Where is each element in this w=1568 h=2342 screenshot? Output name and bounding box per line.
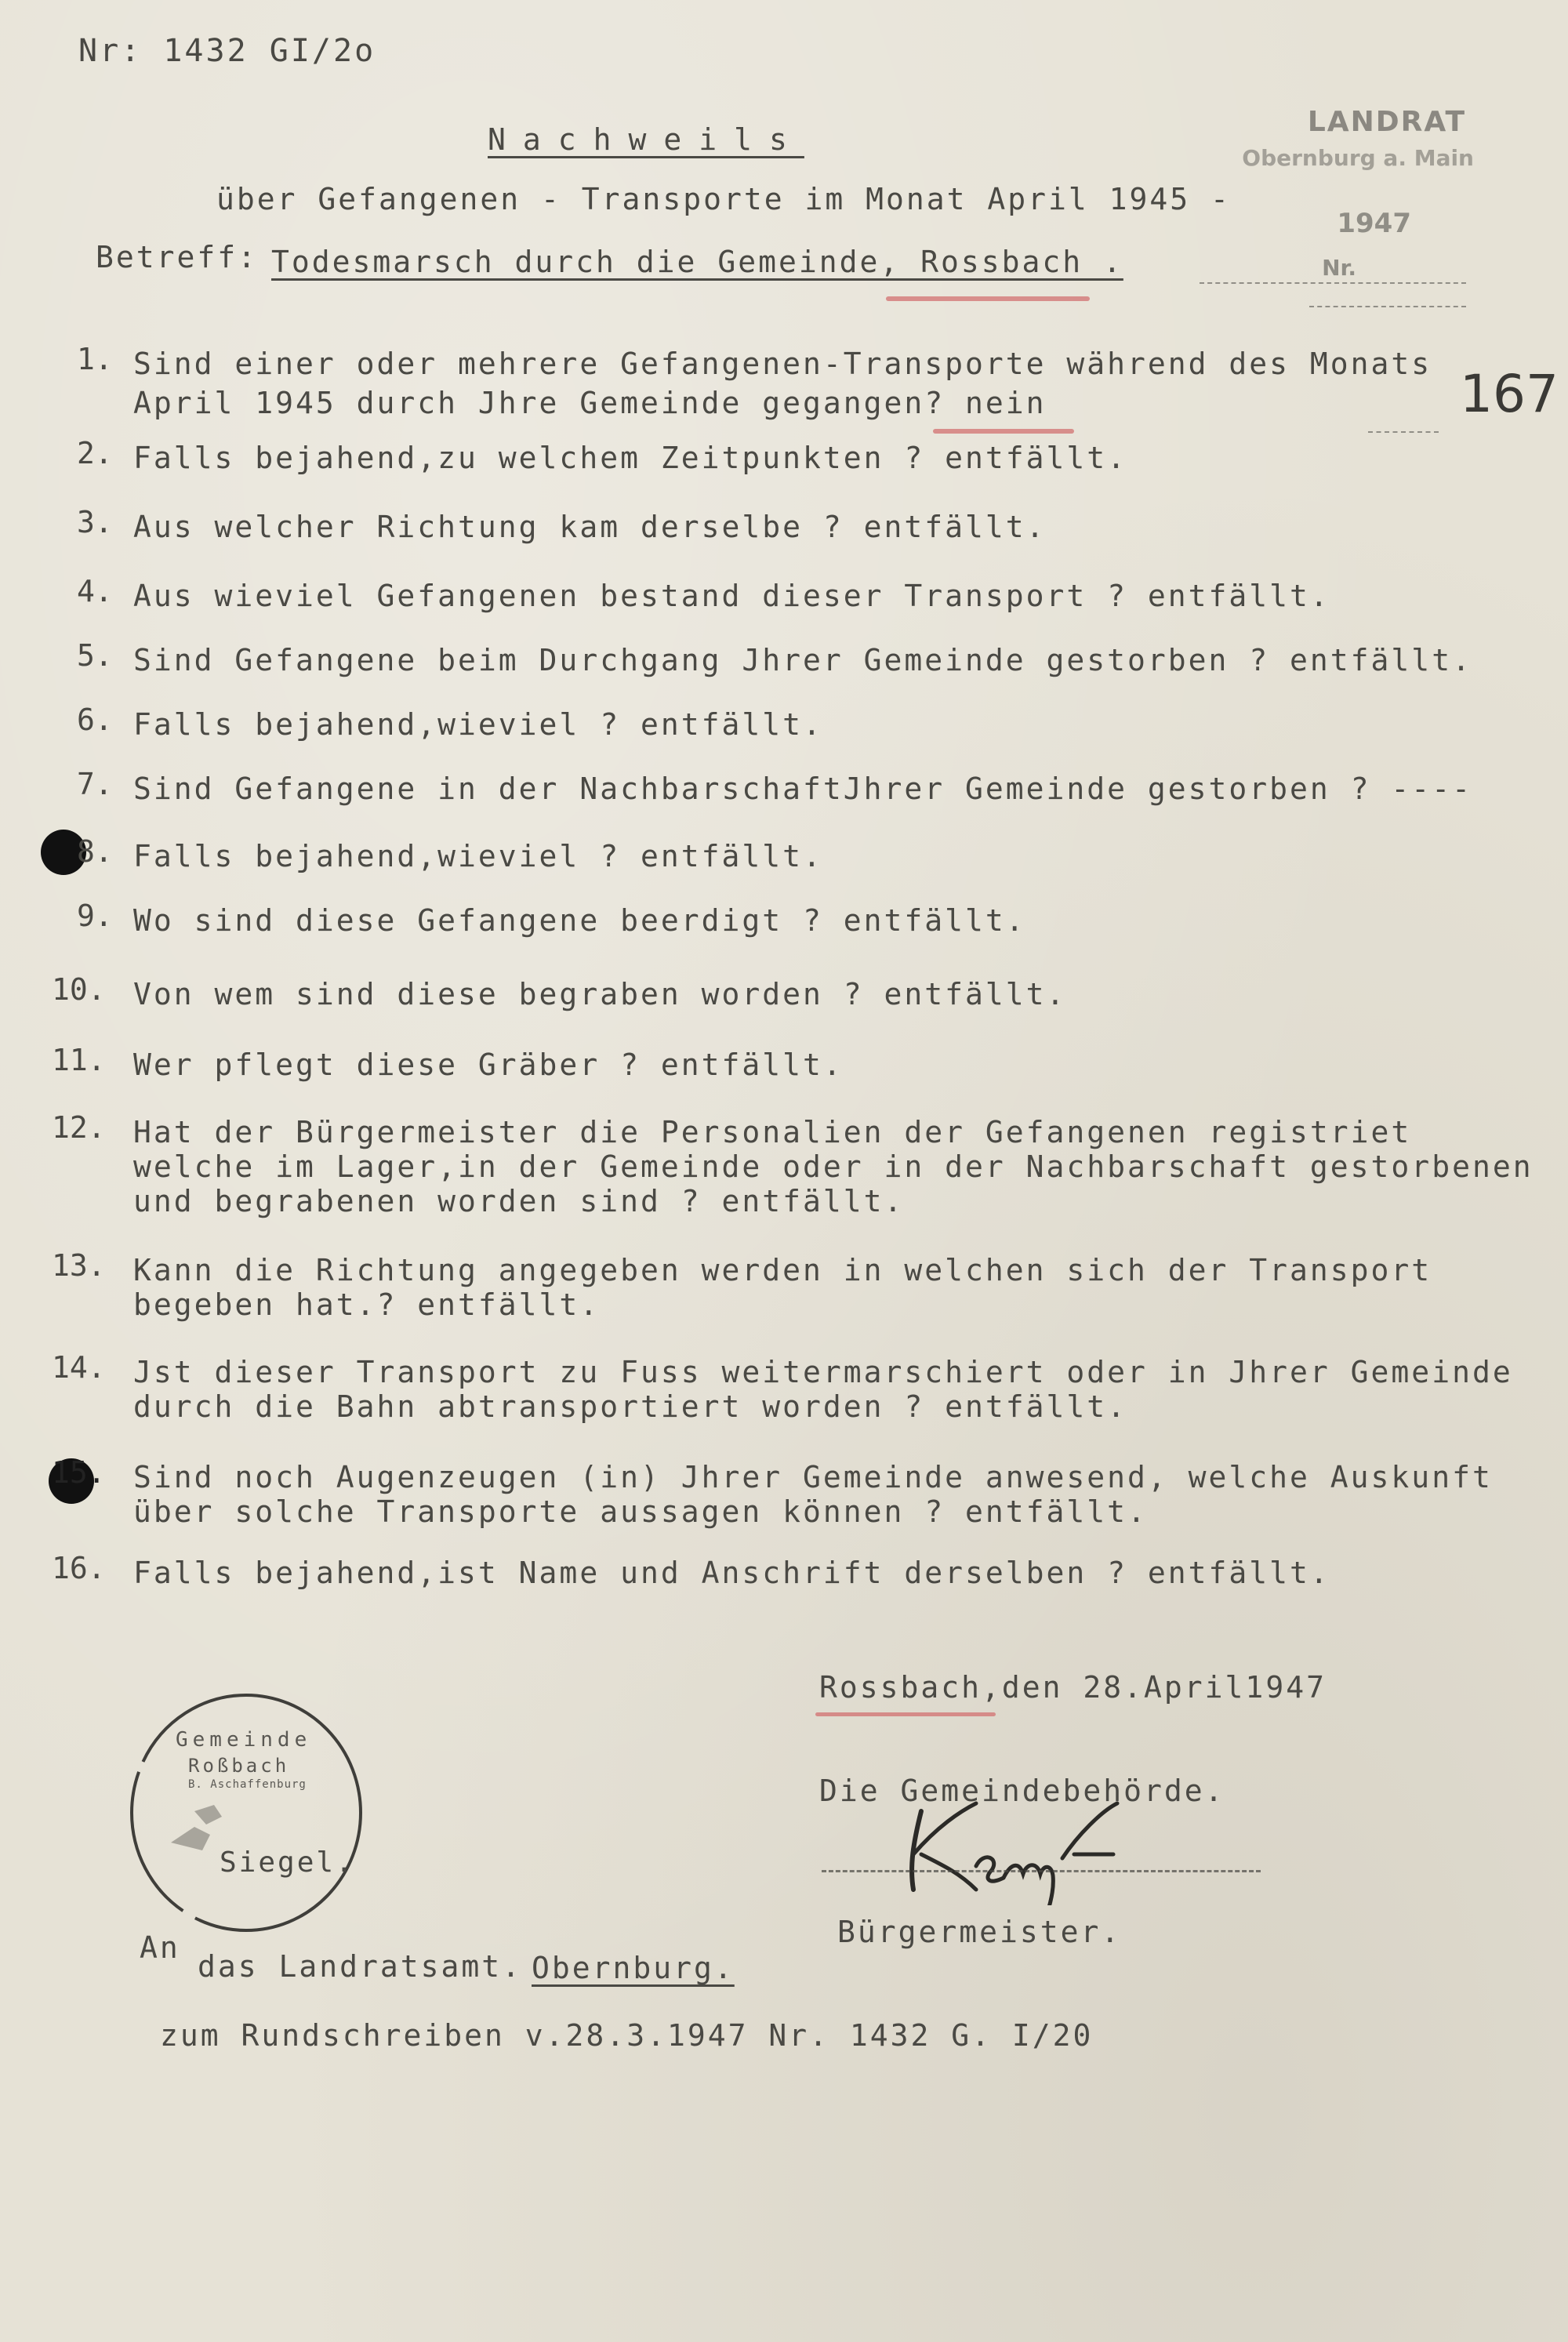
question-text-line: April 1945 durch Jhre Gemeinde gegangen? nein xyxy=(133,386,1047,420)
question-text-line: Sind Gefangene in der NachbarschaftJhrer Gemeinde gestorben ? ---- xyxy=(133,772,1472,806)
question-number: 16. xyxy=(52,1551,106,1585)
question-text-line: Sind Gefangene beim Durchgang Jhrer Gemeinde gestorben ? entfällt. xyxy=(133,643,1472,677)
question-text-line: begeben hat.? entfällt. xyxy=(133,1287,601,1322)
question-text-line: und begrabenen worden sind ? entfällt. xyxy=(133,1184,905,1218)
question-text-line: Aus welcher Richtung kam derselbe ? entfällt. xyxy=(133,510,1047,544)
red-underline-place xyxy=(815,1712,996,1716)
stamp-line-2: Obernburg a. Main xyxy=(1242,145,1474,171)
address-label: das Landratsamt. xyxy=(198,1949,523,1984)
red-underline-subject xyxy=(886,296,1090,301)
question-number: 5. xyxy=(77,638,113,673)
question-number: 4. xyxy=(77,574,113,608)
question-text-line: welche im Lager,in der Gemeinde oder in der Nachbarschaft gestorbenen xyxy=(133,1149,1534,1184)
question-text-line: Jst dieser Transport zu Fuss weitermarschiert oder in Jhrer Gemeinde xyxy=(133,1355,1513,1389)
stamp-dash-line xyxy=(1200,282,1466,284)
municipal-seal xyxy=(124,1686,368,1937)
question-text-line: Falls bejahend,wieviel ? entfällt. xyxy=(133,707,823,742)
role-label: Bürgermeister. xyxy=(837,1915,1122,1949)
question-text-line: Falls bejahend,zu welchem Zeitpunkten ? entfällt. xyxy=(133,441,1128,475)
question-number: 15. xyxy=(52,1455,106,1490)
question-text-line: Falls bejahend,ist Name und Anschrift derselben ? entfällt. xyxy=(133,1556,1330,1590)
question-text-line: Sind noch Augenzeugen (in) Jhrer Gemeinde anwesend, welche Auskunft xyxy=(133,1460,1493,1494)
signature-line xyxy=(822,1870,1261,1872)
address-prefix: An xyxy=(140,1930,180,1965)
subject-label: Betreff: xyxy=(96,240,259,274)
red-underline-answer xyxy=(933,429,1074,434)
stamp-dash-line-2 xyxy=(1309,306,1466,307)
page-number: 167 xyxy=(1460,364,1559,424)
question-text-line: Hat der Bürgermeister die Personalien der Gefangenen registriet xyxy=(133,1115,1412,1149)
circular-reference: zum Rundschreiben v.28.3.1947 Nr. 1432 G. I/20 xyxy=(160,2018,1094,2053)
seal-text-2: Roßbach xyxy=(188,1755,290,1777)
place-date: Rossbach,den 28.April1947 xyxy=(819,1670,1327,1705)
question-text-line: Von wem sind diese begraben worden ? entfällt. xyxy=(133,977,1067,1011)
seal-text-3: B. Aschaffenburg xyxy=(188,1778,307,1791)
question-number: 14. xyxy=(52,1350,106,1385)
question-number: 2. xyxy=(77,436,113,470)
question-text-line: Kann die Richtung angegeben werden in welchen sich der Transport xyxy=(133,1253,1432,1287)
question-number: 6. xyxy=(77,703,113,737)
question-number: 11. xyxy=(52,1043,106,1077)
margin-dash xyxy=(1368,431,1439,433)
question-text-line: Sind einer oder mehrere Gefangenen-Transporte während des Monats xyxy=(133,347,1432,381)
question-text-line: über solche Transporte aussagen können ? entfällt. xyxy=(133,1494,1148,1529)
question-number: 12. xyxy=(52,1110,106,1145)
stamp-number-label: Nr. xyxy=(1322,255,1356,281)
question-number: 13. xyxy=(52,1248,106,1283)
document-subtitle: über Gefangenen - Transporte im Monat April 1945 - xyxy=(216,182,1231,216)
subject-value: Todesmarsch durch die Gemeinde, Rossbach . xyxy=(271,245,1123,279)
reference-number: Nr: 1432 GI/2o xyxy=(78,33,376,69)
stamp-year: 1947 xyxy=(1337,208,1411,239)
document-title: Nachweils xyxy=(488,122,804,157)
seal-text-1: Gemeinde xyxy=(176,1728,312,1752)
question-text-line: Wer pflegt diese Gräber ? entfällt. xyxy=(133,1048,844,1082)
question-number: 8. xyxy=(77,834,113,869)
address-place: Obernburg. xyxy=(532,1951,735,1985)
question-number: 9. xyxy=(77,899,113,933)
stamp-line-1: LANDRAT xyxy=(1307,106,1466,138)
question-text-line: Falls bejahend,wieviel ? entfällt. xyxy=(133,839,823,873)
question-text-line: Aus wieviel Gefangenen bestand dieser Transport ? entfällt. xyxy=(133,579,1330,613)
authority-label: Die Gemeindebehörde. xyxy=(819,1774,1225,1808)
question-number: 7. xyxy=(77,767,113,801)
question-number: 10. xyxy=(52,972,106,1007)
seal-circle xyxy=(124,1686,368,1937)
question-text-line: Wo sind diese Gefangene beerdigt ? entfällt. xyxy=(133,903,1026,938)
question-number: 1. xyxy=(77,342,113,376)
signature-image xyxy=(890,1780,1125,1905)
question-number: 3. xyxy=(77,505,113,539)
seal-word: Siegel. xyxy=(220,1846,355,1879)
question-text-line: durch die Bahn abtransportiert worden ? entfällt. xyxy=(133,1389,1128,1424)
